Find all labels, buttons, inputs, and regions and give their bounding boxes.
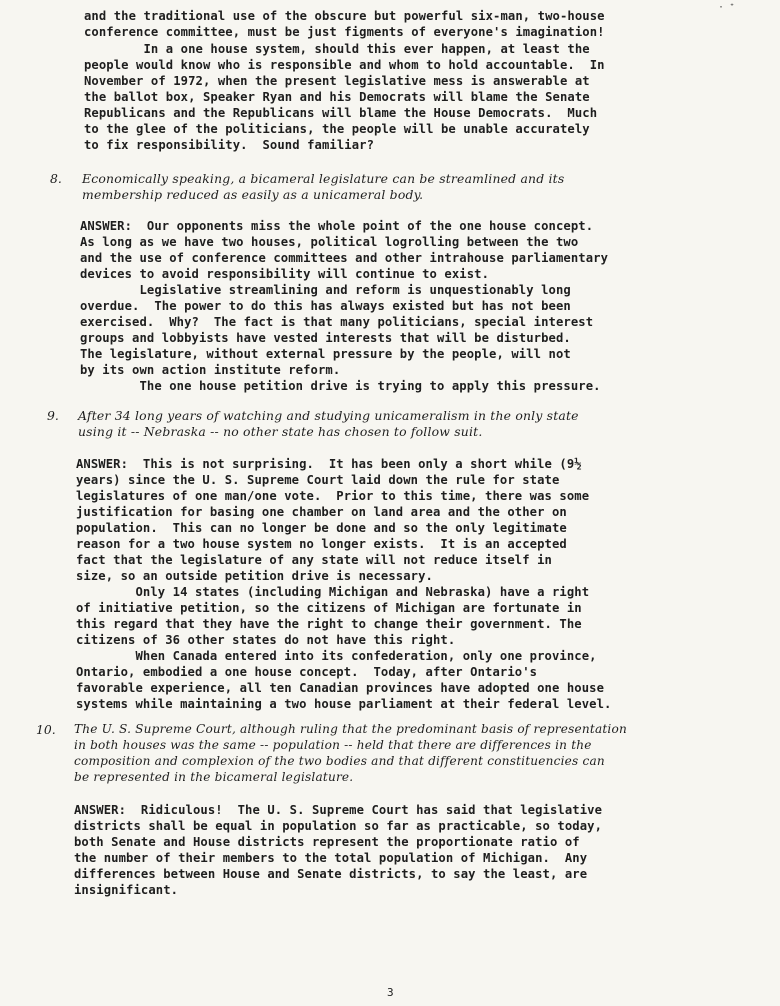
answer-line: by its own action institute reform. bbox=[80, 363, 341, 377]
answer-line: citizens of 36 other states do not have this right. bbox=[76, 633, 456, 647]
answer-line: Only 14 states (including Michigan and Nebraska) have a right bbox=[76, 585, 590, 599]
corner-mark: · ᐩ bbox=[718, 2, 734, 13]
answer-line: insignificant. bbox=[74, 883, 179, 897]
question-text: be represented in the bicameral legislature. bbox=[74, 770, 354, 784]
text-line: November of 1972, when the present legislative mess is answerable at bbox=[84, 74, 590, 88]
text-line: the ballot box, Speaker Ryan and his Democrats will blame the Senate bbox=[84, 90, 590, 104]
answer-line: ANSWER: This is not surprising. It has been only a short while (9½ bbox=[76, 457, 582, 471]
text-line: and the traditional use of the obscure but powerful six-man, two-house bbox=[84, 9, 605, 23]
answer-line: of initiative petition, so the citizens of Michigan are fortunate in bbox=[76, 601, 582, 615]
text-line: In a one house system, should this ever happen, at least the bbox=[84, 42, 590, 56]
text-line: to the glee of the politicians, the people will be unable accurately bbox=[84, 122, 590, 136]
answer-line: systems while maintaining a two house parliament at their federal level. bbox=[76, 697, 612, 711]
question-number: 9. bbox=[47, 408, 59, 423]
text-line: Republicans and the Republicans will blame the House Democrats. Much bbox=[84, 106, 598, 120]
answer-line: districts shall be equal in population so far as practicable, so today, bbox=[74, 819, 603, 833]
answer-line: fact that the legislature of any state will not reduce itself in bbox=[76, 553, 552, 567]
answer-line: ANSWER: Our opponents miss the whole point of the one house concept. bbox=[80, 219, 594, 233]
answer-line: The one house petition drive is trying to apply this pressure. bbox=[80, 379, 601, 393]
answer-line: reason for a two house system no longer exists. It is an accepted bbox=[76, 537, 567, 551]
answer-line: years) since the U. S. Supreme Court laid down the rule for state bbox=[76, 473, 560, 487]
answer-line: devices to avoid responsibility will continue to exist. bbox=[80, 267, 490, 281]
question-number: 10. bbox=[36, 722, 56, 737]
question-text: using it -- Nebraska -- no other state has chosen to follow suit. bbox=[78, 424, 483, 439]
question-text: The U. S. Supreme Court, although ruling that the predominant basis of representation bbox=[74, 722, 627, 736]
answer-line: As long as we have two houses, political logrolling between the two bbox=[80, 235, 579, 249]
answer-line: legislatures of one man/one vote. Prior to this time, there was some bbox=[76, 489, 590, 503]
answer-line: the number of their members to the total population of Michigan. Any bbox=[74, 851, 588, 865]
answer-line: this regard that they have the right to change their government. The bbox=[76, 617, 582, 631]
answer-line: The legislature, without external pressure by the people, will not bbox=[80, 347, 571, 361]
answer-line: Ontario, embodied a one house concept. Today, after Ontario's bbox=[76, 665, 538, 679]
question-text: in both houses was the same -- population -- held that there are differences in the bbox=[74, 738, 592, 752]
question-text: After 34 long years of watching and studying unicameralism in the only state bbox=[78, 408, 579, 423]
question-text: composition and complexion of the two bodies and that different constituencies can bbox=[74, 754, 605, 768]
answer-line: population. This can no longer be done and so the only legitimate bbox=[76, 521, 567, 535]
text-line: people would know who is responsible and whom to hold accountable. In bbox=[84, 58, 605, 72]
answer-line: and the use of conference committees and other intrahouse parliamentary bbox=[80, 251, 609, 265]
answer-line: groups and lobbyists have vested interests that will be disturbed. bbox=[80, 331, 571, 345]
page-number: 3 bbox=[387, 986, 394, 999]
answer-line: When Canada entered into its confederation, only one province, bbox=[76, 649, 597, 663]
answer-line: favorable experience, all ten Canadian provinces have adopted one house bbox=[76, 681, 605, 695]
question-number: 8. bbox=[50, 171, 62, 186]
answer-line: overdue. The power to do this has always existed but has not been bbox=[80, 299, 571, 313]
text-line: to fix responsibility. Sound familiar? bbox=[84, 138, 375, 152]
answer-line: differences between House and Senate districts, to say the least, are bbox=[74, 867, 588, 881]
text-line: conference committee, must be just figments of everyone's imagination! bbox=[84, 25, 605, 39]
question-text: Economically speaking, a bicameral legislature can be streamlined and its bbox=[82, 171, 565, 186]
answer-line: justification for basing one chamber on land area and the other on bbox=[76, 505, 567, 519]
answer-line: ANSWER: Ridiculous! The U. S. Supreme Court has said that legislative bbox=[74, 803, 603, 817]
answer-line: exercised. Why? The fact is that many politicians, special interest bbox=[80, 315, 594, 329]
answer-line: Legislative streamlining and reform is unquestionably long bbox=[80, 283, 571, 297]
answer-line: size, so an outside petition drive is necessary. bbox=[76, 569, 433, 583]
question-text: membership reduced as easily as a unicameral body. bbox=[82, 187, 424, 202]
answer-line: both Senate and House districts represent the proportionate ratio of bbox=[74, 835, 580, 849]
